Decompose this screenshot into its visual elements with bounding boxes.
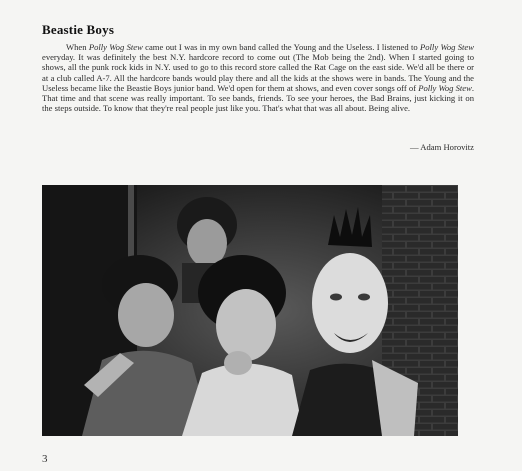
paragraph-text-4: . That time and that scene was really important. To see bands, friends. To see your heroes, the Bad Brains, just kicking it on the steps outside. To know that they're real people just like you. That's what that was all about. Being alive. bbox=[42, 82, 474, 114]
album-title-2: Polly Wog Stew bbox=[420, 42, 474, 52]
paragraph-text-1: When bbox=[66, 42, 89, 52]
paragraph-text-3: everyday. It was definitely the best N.Y. hardcore record to come out (The Mob being the 2nd). When I started going to shows, all the punk rock kids in N.Y. used to go to this record store called the Rat Cage on the east side. We'd all be there or at a club called A-7. All the hardcore bands would play there and all the kids at the shows were in bands. The Young and the Useless became like the Beastie Boys junior band. We'd open for them at shows, and even cover songs off of bbox=[42, 52, 474, 93]
author-signature: — Adam Horovitz bbox=[410, 142, 474, 152]
album-title-1: Polly Wog Stew bbox=[88, 42, 143, 52]
band-photo-illustration bbox=[42, 185, 458, 436]
body-paragraph bbox=[42, 42, 474, 113]
band-photo bbox=[42, 185, 458, 436]
album-title-3: Polly Wog Stew bbox=[418, 82, 472, 93]
paragraph-text-2: came out I was in my own band called the Young and the Useless. I listened to bbox=[142, 42, 420, 52]
page-number: 3 bbox=[42, 453, 48, 465]
page-title: Beastie Boys bbox=[42, 22, 115, 37]
